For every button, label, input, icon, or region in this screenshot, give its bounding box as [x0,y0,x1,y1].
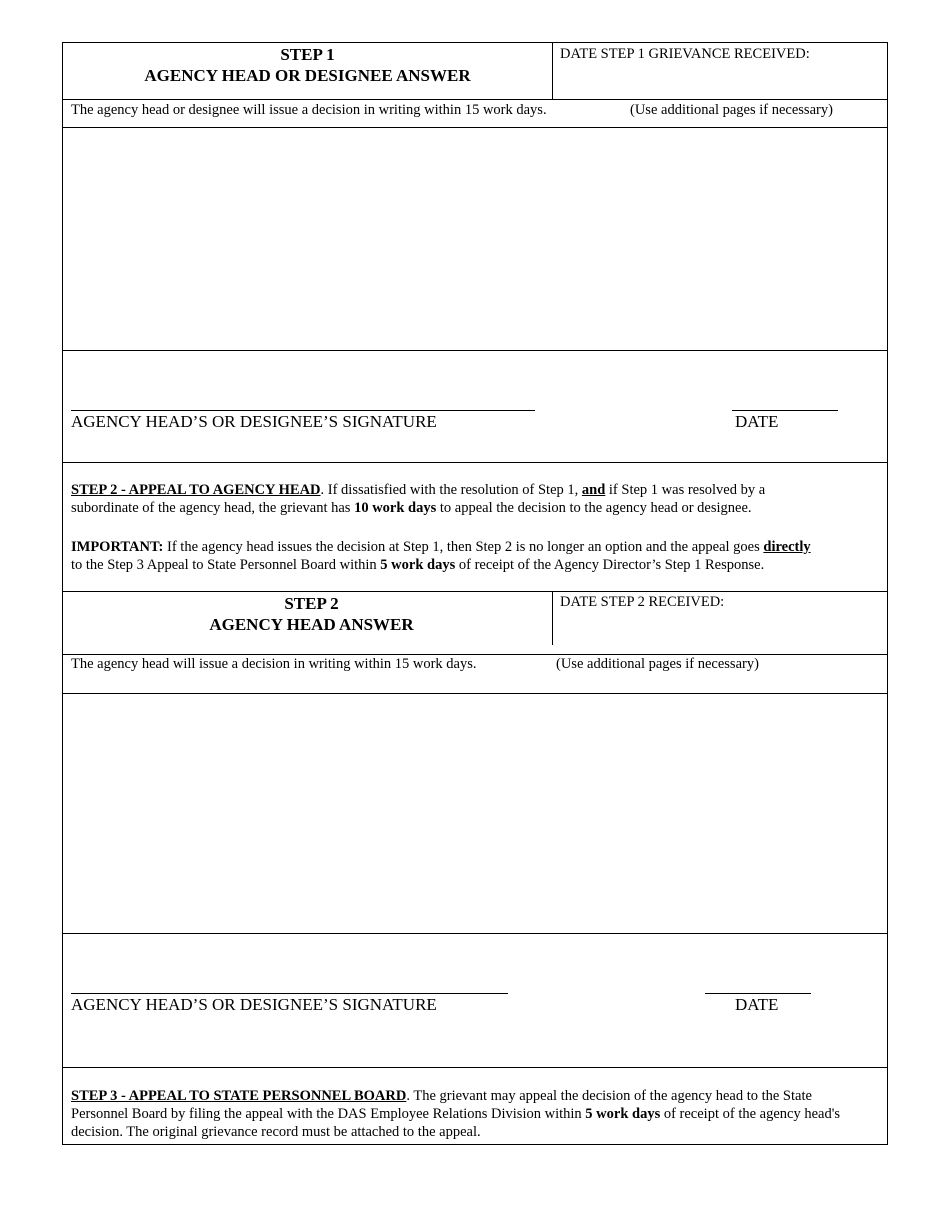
step2-appeal-paragraph [71,481,831,517]
text: of receipt of the Agency Director’s Step 1 Response. [455,557,765,573]
step1-date-label: DATE [735,412,779,431]
step1-date-received-label: DATE STEP 1 GRIEVANCE RECEIVED: [560,46,810,62]
text: . The grievant may appeal the decision of the agency head to the State Personnel Board by filing the appeal with the DAS Employee Relations Division within [71,1088,812,1122]
divider [63,127,887,128]
step1-answer-area[interactable] [65,129,885,347]
step1-date-received-field[interactable] [558,65,884,95]
divider [63,350,887,351]
divider [63,693,887,694]
text: . If dissatisfied with the resolution of Step 1, [320,482,582,498]
step2-date-received-label: DATE STEP 2 RECEIVED: [560,594,725,610]
step2-additional-pages-note: (Use additional pages if necessary) [556,656,759,672]
text: if Step 1 was resolved by a subordinate of the agency head, the grievant has [71,482,766,516]
divider [63,1067,887,1068]
step1-title-line1: STEP 1 [280,45,335,64]
divider [63,462,887,463]
step2-date-label: DATE [735,995,779,1014]
step2-signature-line[interactable] [71,993,508,994]
step1-signature-line[interactable] [71,410,535,411]
step1-instruction: The agency head or designee will issue a decision in writing within 15 work days. [71,102,547,118]
step1-signature-label: AGENCY HEAD’S OR DESIGNEE’S SIGNATURE [71,412,437,431]
step1-date-line[interactable] [732,410,838,411]
text: If the agency head issues the decision at Step 1, then Step 2 is no longer an option and the appeal goes [163,539,764,555]
step3-appeal-heading: STEP 3 - APPEAL TO STATE PERSONNEL BOARD [71,1088,407,1104]
step2-appeal-heading: STEP 2 - APPEAL TO AGENCY HEAD [71,482,321,498]
text: of receipt of the agency head's decision. The original grievance record must be attached to the appeal. [71,1106,840,1140]
step2-date-line[interactable] [705,993,811,994]
step2-signature-label: AGENCY HEAD’S OR DESIGNEE’S SIGNATURE [71,995,437,1014]
divider [63,591,887,592]
step2-title-line1: STEP 2 [284,594,339,613]
text: to the Step 3 Appeal to State Personnel Board within [71,557,381,573]
step3-appeal-paragraph [71,1087,871,1141]
step2-header-divider [552,591,553,645]
step2-important-paragraph [71,538,823,574]
step2-instruction: The agency head will issue a decision in writing within 15 work days. [71,656,477,672]
emphasis-10-work-days: 10 work days [354,500,437,516]
emphasis-directly: directly [763,539,811,555]
step2-answer-area[interactable] [65,695,885,931]
step1-header-divider [552,43,553,99]
emphasis-and: and [581,482,606,498]
step2-date-received-field[interactable] [558,613,884,651]
text: to appeal the decision to the agency head or designee. [436,500,752,516]
grievance-form [62,42,888,1145]
step1-title-line2: AGENCY HEAD OR DESIGNEE ANSWER [144,66,471,85]
step2-title-line2: AGENCY HEAD ANSWER [209,615,414,634]
divider [63,933,887,934]
divider [63,99,887,100]
step1-additional-pages-note: (Use additional pages if necessary) [630,102,833,118]
important-label: IMPORTANT: [71,539,164,555]
emphasis-5-work-days: 5 work days [585,1106,661,1122]
step2-title [63,593,560,635]
emphasis-5-work-days: 5 work days [380,557,456,573]
step1-title [63,44,552,86]
